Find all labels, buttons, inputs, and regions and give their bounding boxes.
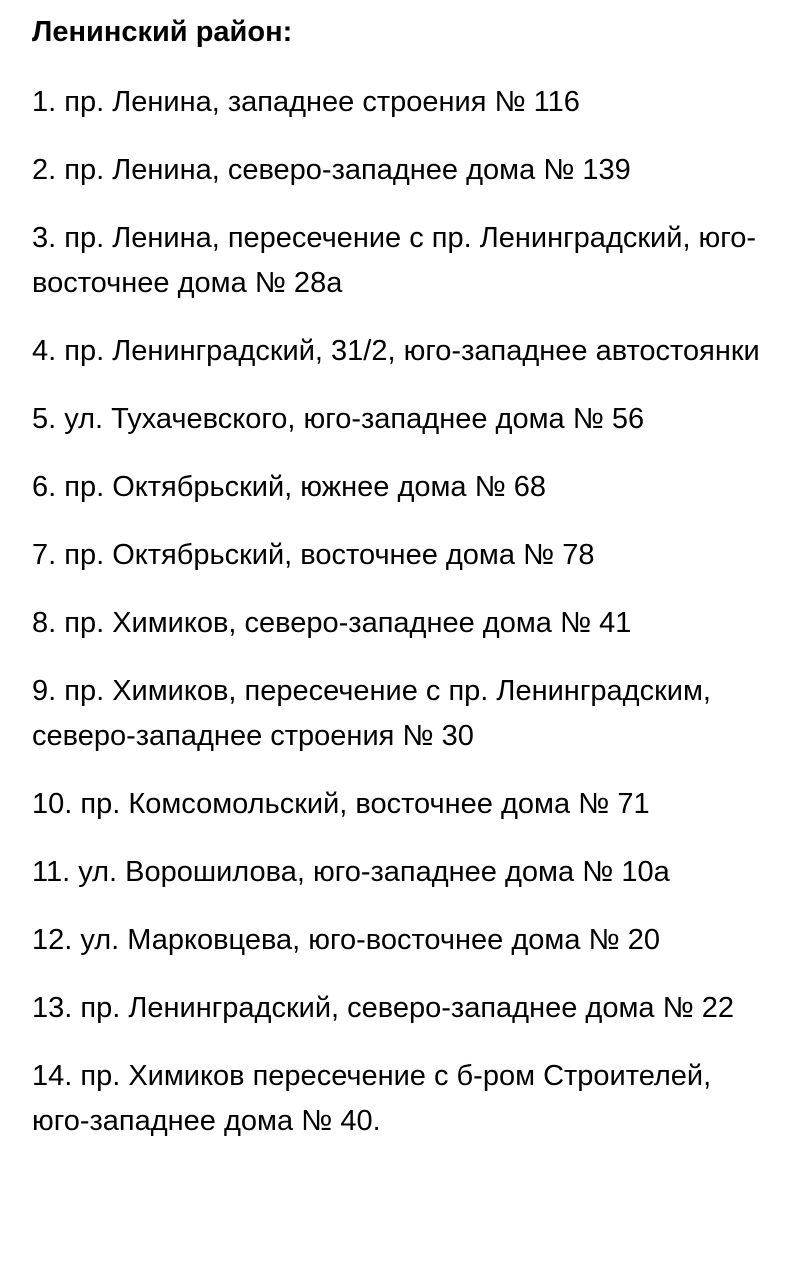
address-item-9: 9. пр. Химиков, пересечение с пр. Ленинградским, северо-западнее строения № 30 bbox=[32, 675, 711, 752]
district-heading: Ленинский район: bbox=[32, 16, 293, 48]
address-item-13: 13. пр. Ленинградский, северо-западнее дома № 22 bbox=[32, 992, 735, 1024]
address-item-5: 5. ул. Тухачевского, юго-западнее дома № 56 bbox=[32, 403, 645, 435]
address-item-12: 12. ул. Марковцева, юго-восточнее дома № 20 bbox=[32, 924, 660, 956]
address-item-11: 11. ул. Ворошилова, юго-западнее дома № 10а bbox=[32, 856, 670, 888]
address-item-10: 10. пр. Комсомольский, восточнее дома № 71 bbox=[32, 788, 650, 820]
address-item-7: 7. пр. Октябрьский, восточнее дома № 78 bbox=[32, 539, 595, 571]
address-item-6: 6. пр. Октябрьский, южнее дома № 68 bbox=[32, 471, 547, 503]
address-item-14: 14. пр. Химиков пересечение с б-ром Строителей, юго-западнее дома № 40. bbox=[32, 1060, 712, 1137]
address-item-2: 2. пр. Ленина, северо-западнее дома № 139 bbox=[32, 154, 631, 186]
address-item-1: 1. пр. Ленина, западнее строения № 116 bbox=[32, 86, 580, 118]
address-item-4: 4. пр. Ленинградский, 31/2, юго-западнее автостоянки bbox=[32, 335, 760, 367]
document-body bbox=[32, 12, 776, 1167]
address-list bbox=[32, 80, 776, 1144]
address-item-8: 8. пр. Химиков, северо-западнее дома № 41 bbox=[32, 607, 632, 639]
address-item-3: 3. пр. Ленина, пересечение с пр. Ленинградский, юго-восточнее дома № 28а bbox=[32, 222, 757, 299]
